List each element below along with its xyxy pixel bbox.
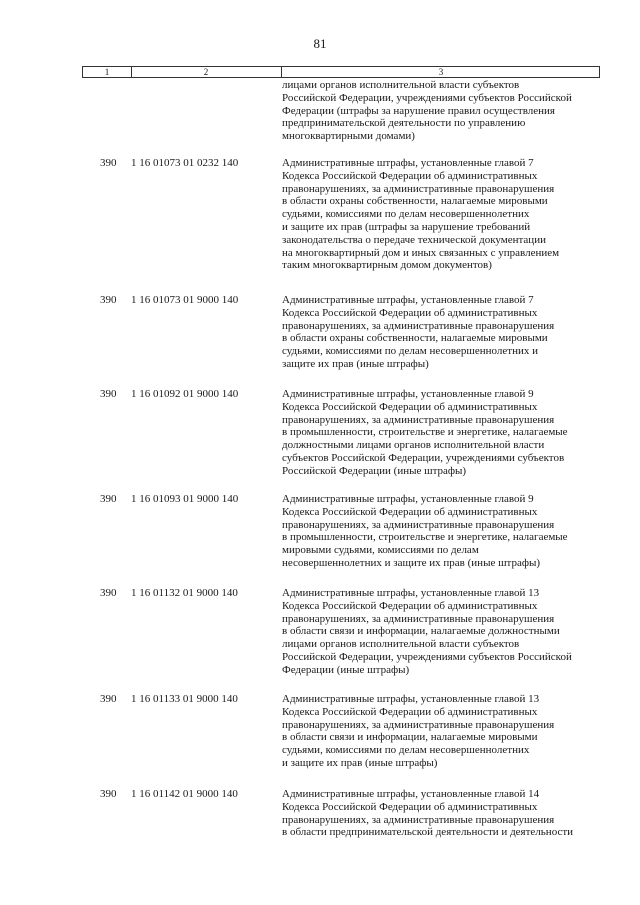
admin-code: 390 — [100, 157, 117, 169]
row-description: Административные штрафы, установленные главой 13 Кодекса Российской Федерации об административных правонарушениях, за административные правонарушения в области связи и информации, налагаемые мировыми судьями, комиссиями по делам несовершеннолетних и защите их прав (иные штрафы) — [282, 693, 555, 769]
revenue-code: 1 16 01073 01 9000 140 — [131, 294, 239, 306]
header-col-2: 2 — [131, 67, 282, 77]
revenue-code: 1 16 01092 01 9000 140 — [131, 388, 239, 400]
row-description: Административные штрафы, установленные главой 9 Кодекса Российской Федерации об административных правонарушениях, за административные правонарушения в промышленности, строительстве и энергетике, налагаемые должностными лицами органов исполнительной власти субъектов Российской Федерации, учреждениями субъектов Российской Федерации (иные штрафы) — [282, 388, 568, 477]
admin-code: 390 — [100, 493, 117, 505]
row-description: Административные штрафы, установленные главой 7 Кодекса Российской Федерации об административных правонарушениях, за административные правонарушения в области охраны собственности, налагаемые мировыми судьями, комиссиями по делам несовершеннолетних и защите их прав (иные штрафы) — [282, 294, 555, 370]
revenue-code: 1 16 01142 01 9000 140 — [131, 788, 238, 800]
table-header — [82, 66, 600, 78]
page-number: 81 — [313, 36, 327, 51]
admin-code: 390 — [100, 388, 117, 400]
row-description: Административные штрафы, установленные главой 7 Кодекса Российской Федерации об административных правонарушениях, за административные правонарушения в области охраны собственности, налагаемые мировыми судьями, комиссиями по делам несовершеннолетних и защите их прав (штрафы за нарушение требований законодательства о передаче технической документации на многоквартирный дом и иных связанных с управлением таким многоквартирным домом документов) — [282, 157, 560, 272]
revenue-code: 1 16 01132 01 9000 140 — [131, 587, 238, 599]
header-col-3: 3 — [438, 67, 444, 77]
admin-code: 390 — [100, 587, 117, 599]
row-description: Административные штрафы, установленные главой 13 Кодекса Российской Федерации об административных правонарушениях, за административные правонарушения в области связи и информации, налагаемые должностными лицами органов исполнительной власти субъектов Российской Федерации, учреждениями субъектов Российской Федерации (иные штрафы) — [282, 587, 572, 676]
row-description: Административные штрафы, установленные главой 14 Кодекса Российской Федерации об административных правонарушениях, за административные правонарушения в области предпринимательской деятельности и деятельности — [282, 788, 574, 839]
revenue-code: 1 16 01093 01 9000 140 — [131, 493, 239, 505]
continued-description: лицами органов исполнительной власти субъектов Российской Федерации, учреждениями субъектов Российской Федерации (штрафы за нарушение правил осуществления предпринимательской деятельности по управлению многоквартирными домами) — [282, 79, 572, 143]
admin-code: 390 — [100, 788, 117, 800]
admin-code: 390 — [100, 294, 117, 306]
admin-code: 390 — [100, 693, 117, 705]
row-description: Административные штрафы, установленные главой 9 Кодекса Российской Федерации об административных правонарушениях, за административные правонарушения в промышленности, строительстве и энергетике, налагаемые мировыми судьями, комиссиями по делам несовершеннолетних и защите их прав (иные штрафы) — [282, 493, 568, 569]
revenue-code: 1 16 01133 01 9000 140 — [131, 693, 238, 705]
revenue-code: 1 16 01073 01 0232 140 — [131, 157, 239, 169]
header-col-1: 1 — [83, 67, 132, 77]
